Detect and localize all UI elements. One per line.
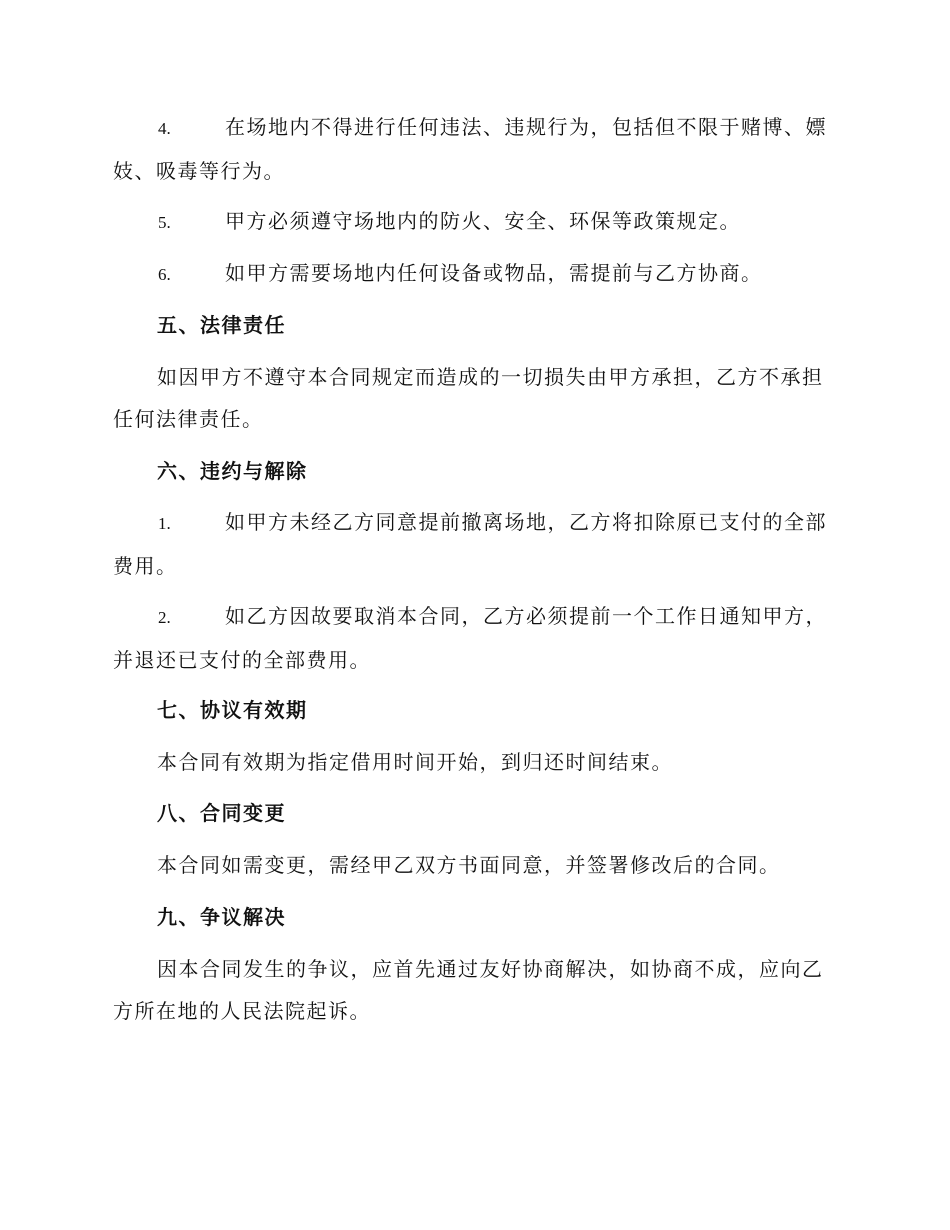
clause-text: 甲方必须遵守场地内的防火、安全、环保等政策规定。 <box>225 209 741 233</box>
clause-number: 2. <box>158 608 171 627</box>
section-heading-validity: 七、协议有效期 <box>157 698 308 722</box>
section-body-validity: 本合同有效期为指定借用时间开始，到归还时间结束。 <box>157 750 673 774</box>
clause-number: 1. <box>158 514 171 533</box>
clause-text: 如乙方因故要取消本合同，乙方必须提前一个工作日通知甲方，并退还已支付的全部费用。 <box>113 604 827 672</box>
section-heading-amendment: 八、合同变更 <box>157 801 286 825</box>
clause-item-4 <box>113 106 835 192</box>
clause-number: 5. <box>158 213 171 232</box>
section-body-dispute: 因本合同发生的争议，应首先通过友好协商解决，如协商不成，应向乙方所在地的人民法院起诉。 <box>113 957 824 1023</box>
clause-item-breach-2 <box>113 595 835 681</box>
clause-text: 如甲方未经乙方同意提前撤离场地，乙方将扣除原已支付的全部费用。 <box>113 510 827 578</box>
clause-item-6 <box>113 252 835 296</box>
clause-number: 6. <box>158 265 171 284</box>
section-heading-breach: 六、违约与解除 <box>157 459 308 483</box>
section-body-liability: 如因甲方不遵守本合同规定而造成的一切损失由甲方承担，乙方不承担任何法律责任。 <box>113 365 824 431</box>
clause-text: 在场地内不得进行任何违法、违规行为，包括但不限于赌博、嫖妓、吸毒等行为。 <box>113 115 827 183</box>
section-heading-dispute: 九、争议解决 <box>157 905 286 929</box>
clause-item-5 <box>113 200 835 244</box>
clause-item-breach-1 <box>113 501 835 587</box>
clause-number: 4. <box>158 119 171 138</box>
section-body-amendment: 本合同如需变更，需经甲乙双方书面同意，并签署修改后的合同。 <box>157 853 781 877</box>
section-heading-liability: 五、法律责任 <box>157 313 286 337</box>
clause-text: 如甲方需要场地内任何设备或物品，需提前与乙方协商。 <box>225 261 763 285</box>
